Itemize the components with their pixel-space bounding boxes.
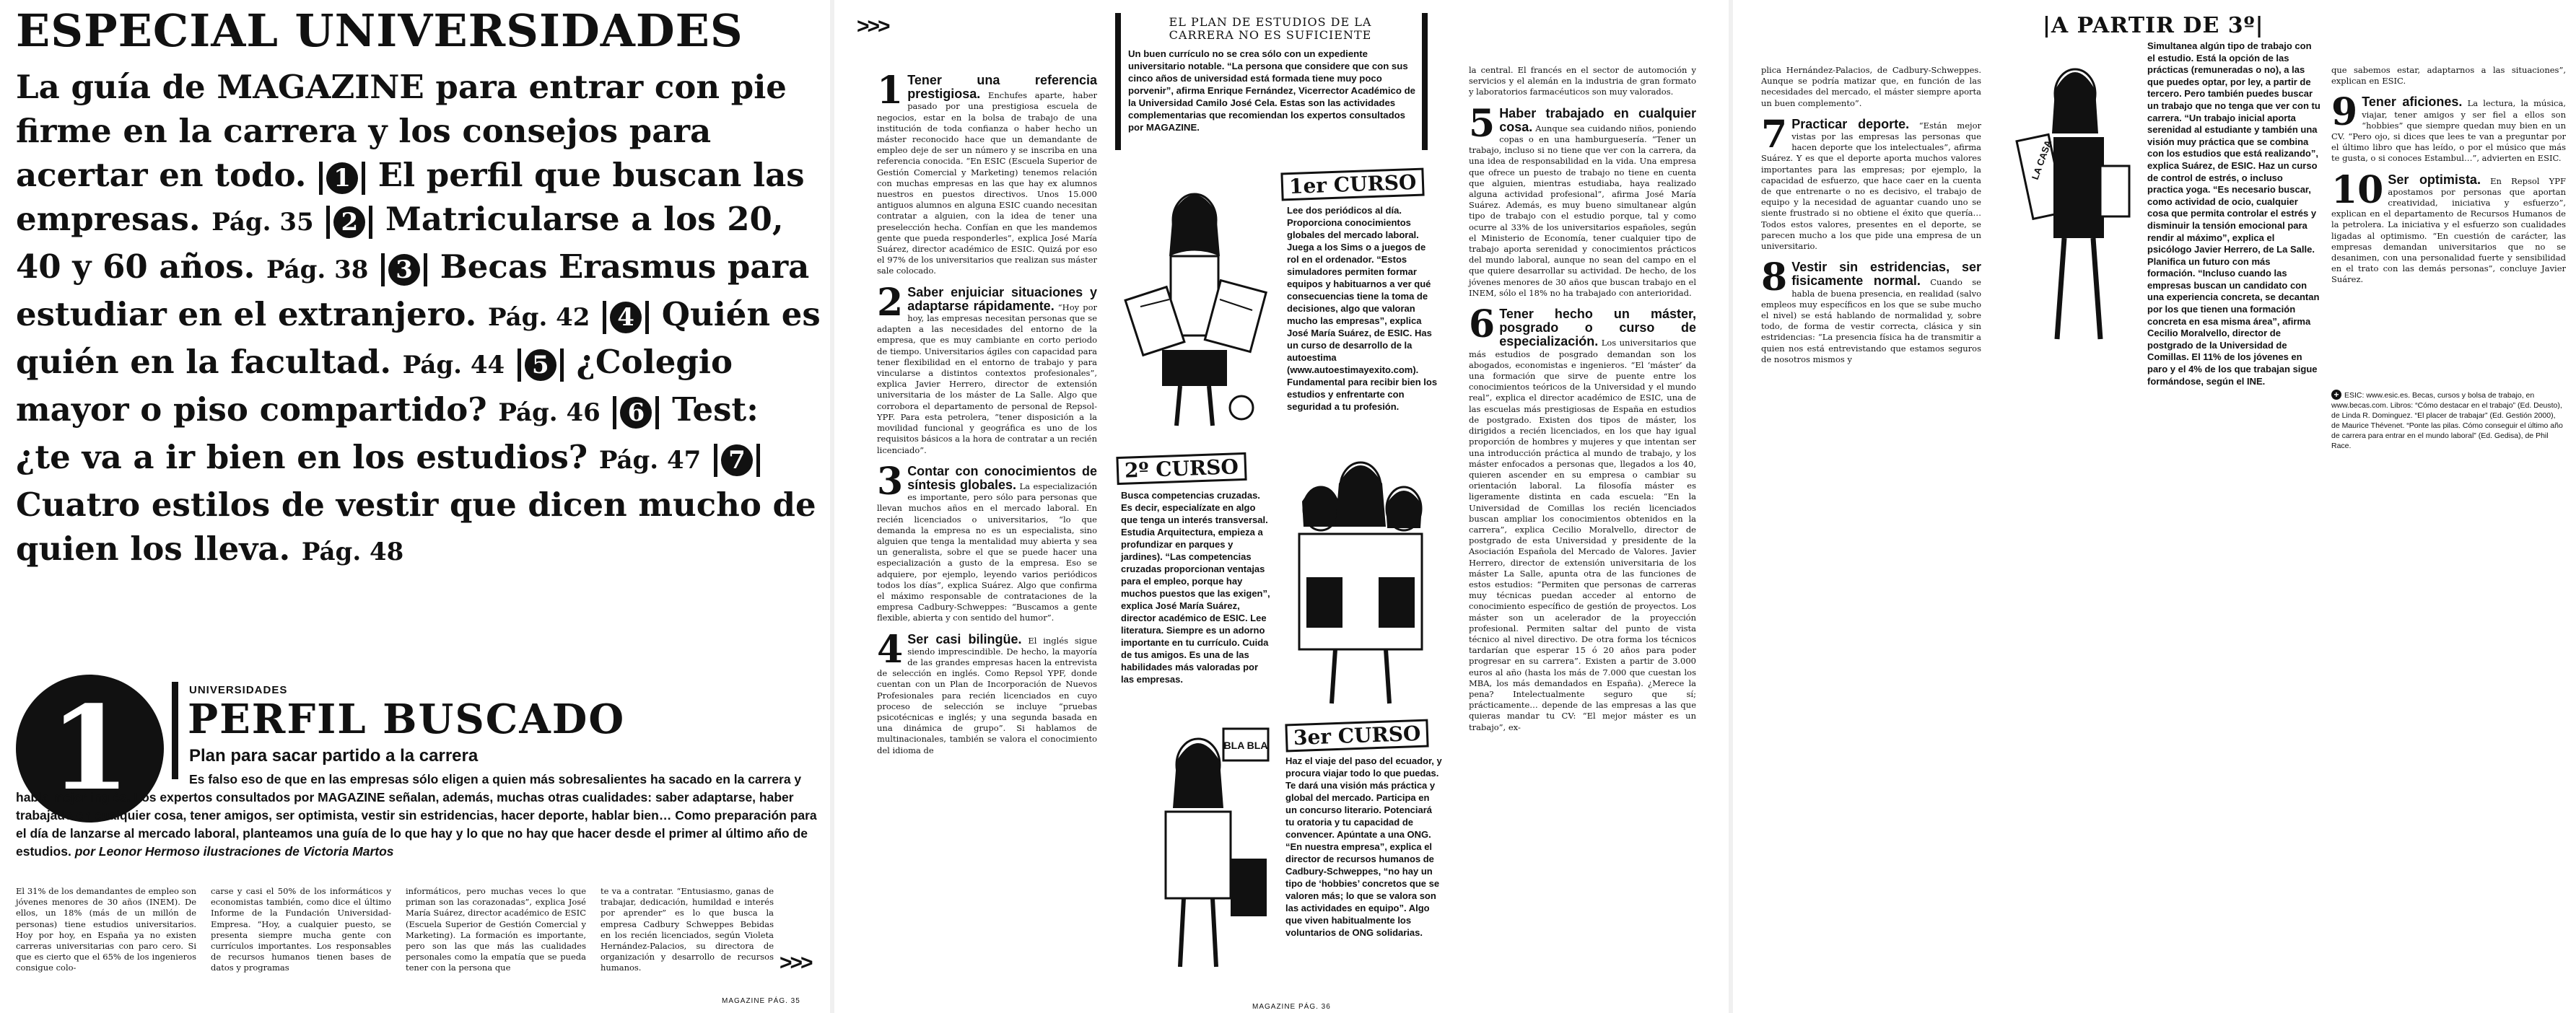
tip-heading: Tener hecho un máster, posgrado o curso de especialización. (1499, 307, 1696, 349)
tip-heading: Ser optimista. (2388, 172, 2481, 187)
tips-column-4 (2331, 65, 2566, 290)
intro-lead: La guía de MAGAZINE para entrar con pie firme en la carrera y los consejos para acertar en todo. (16, 68, 787, 194)
section-title: ESPECIAL UNIVERSIDADES (16, 4, 743, 57)
toc-title: Test: ¿te va a ir bien en los estudios? (16, 390, 759, 476)
page-right (1747, 0, 2576, 1013)
toc-page: Pág. 46 (498, 398, 601, 427)
svg-text:LA CASA: LA CASA (2029, 139, 2054, 182)
tip-text: Enchufes aparte, haber pasado por una prestigiosa escuela de negocios, estar en la bolsa de trabajo de una institución de toda confianza o haber hecho un máster reconocido hace que un demandante de empleo deje de ser un número y se inscriba en una referencia conocida. “En ESIC (Escuela Superior de Gestión Comercial y Marketing) tenemos relación con muchas empresas en las que hay ex alumnos nuestros en puestos directivos. Unos 15.000 antiguos alumnos en alguna ESIC cuando necesitan contratar a alguien, con la idea de tener una preselección hecha. Confían en que les mandemos gente que pueda responderles”, explica José María Suárez, director académico de ESIC. Quizá por eso el 97% de los universitarios que realizan sus máster sale colocado. (877, 90, 1097, 276)
bar-icon (319, 162, 323, 195)
tip-heading: Practicar deporte. (1791, 116, 1910, 131)
bar-icon (369, 206, 372, 239)
lead-paragraph (16, 771, 818, 861)
section-heading: |A PARTIR DE 3º| (2043, 13, 2264, 38)
tip-number: 9 (2331, 90, 2358, 135)
tip-heading: Contar con conocimientos de síntesis globales. (907, 463, 1097, 492)
tip-number: 5 (1469, 101, 1496, 146)
curso-text-1: Lee dos periódicos al día. Proporciona conocimientos globales del mercado laboral. Juega a los Sims o a juegos de rol en el ordenador. “Estos simuladores permiten formar equipos y habituarnos a ver qué consecuencias tiene la toma de decisiones, algo que valoran mucho las empresas”, explica José María Suárez, de ESIC. Has un curso de desarrollo de la autoestima (www.autoestimayexito.com). Fundamental para recibir bien los estudios y enfrentarte con seguridad a tu profesión. (1287, 205, 1438, 412)
tip-number: 4 (877, 627, 904, 672)
tip-heading: Tener aficiones. (2362, 95, 2463, 110)
bar-icon (655, 396, 659, 429)
toc-page: Pág. 42 (487, 303, 590, 332)
curso-label-1: 1er CURSO (1280, 168, 1425, 201)
subheadline: Plan para sacar partido a la carrera (189, 746, 479, 766)
toc-page: Pág. 47 (598, 446, 702, 475)
box-text: Un buen currículo no se crea sólo con un expediente universitario notable. “La persona que considere que con sus cinco años de universidad está formada tiene muy poco porvenir”, afirma Enrique Fernández, Vicerrector Académico de la Universidad Camilo José Cela. Estas son las actividades complementarias que recomiendan los expertos consultados por MAGAZINE. (1128, 48, 1415, 133)
continue-arrows: >>> (780, 951, 811, 975)
plus-circle-icon: + (2331, 390, 2341, 400)
tip-item (2331, 90, 2566, 164)
box-rule-right (1422, 13, 1428, 150)
bar-icon (424, 253, 427, 286)
toc-title: Quién es quién en la facultad. (16, 295, 821, 381)
lead-text: Es falso eso de que en las empresas sólo eligen a quien más sobresalientes ha sacado en la carrera y habla mejor inglés. Los expertos consultados por MAGAZINE señalan, además, muchas otras cualidades: saber adaptarse, haber trabajado en cualquier cosa, tener amigos, ser optimista, vestir sin estridencias, hacer deporte, hablar bien… Como preparación para el día de lanzarse al mercado laboral, planteamos una guía de lo que hay y lo que no hay que hacer desde el primer al último año de estudios. (16, 772, 817, 859)
tip-item (877, 627, 1097, 756)
toc-title: Matricularse a los 20, 40 y 60 años. (16, 200, 784, 286)
tip-number: 8 (1761, 255, 1788, 300)
tip-number: 3 (877, 459, 904, 504)
resources-note (2331, 390, 2566, 451)
toc-title: Cuatro estilos de vestir que dicen mucho de quien los lleva. (16, 486, 816, 568)
toc-number: 1 (326, 162, 358, 194)
folio: MAGAZINE PÁG. 35 (722, 997, 800, 1005)
box-title: EL PLAN DE ESTUDIOS DE LA CARRERA NO ES SUFICIENTE (1169, 15, 1372, 42)
tips-column-2 (1469, 65, 1696, 737)
toc-page: Pág. 35 (211, 208, 314, 237)
page-middle (848, 0, 1718, 1013)
apartir-text: Simultanea algún tipo de trabajo con el estudio. Está la opción de las prácticas (remuneradas o no), a las que puedes optar, por ley, a partir de tercero. Pero también puedes buscar un trabajo que no tenga que ver con tu carrera. “Un trabajo inicial aporta serenidad al estudiante y también una visión muy práctica que se combina con los estudios que está realizando”, explica Suárez, de ESIC. Haz un curso de control de estrés, o incluso practica yoga. “Es necesario buscar, como actividad de ocio, cualquier cosa que permita controlar el estrés y disminuir la tensión emocional para rendir al máximo”, explica el psicólogo Javier Herrero, de La Salle. Planifica un futuro con más formación. “Incluso cuando las empresas buscan un candidato con una experiencia concreta, se decantan por los que tienen una formación concreta en esa misma área”, afirma Cecilio Moralvello, director de postgrado de la Universidad de Comillas. El 11% de los jóvenes en paro y el 4% de los que trabajan sigue formándose, según el INE. (2147, 40, 2320, 387)
tip-text: la central. El francés en el sector de automoción y servicios y el alemán en la industria de gran formato y laboratorios farmacéuticos son muy valorados. (1469, 65, 1696, 97)
tip-text: Los universitarios que más estudios de posgrado demandan son los abogados, economistas e ingenieros. “El ‘máster’ da una formación que sirve de puente entre los conocimientos teóricos de la Universidad y el mundo real”, explica el director académico de ESIC, una de las escuelas más prestigiosas de España en estudios de postgrado. Existen dos tipos de máster, los dirigidos a recién licenciados, en los que hay igual proporción de hombres y mujeres y que intentan ser una introducción práctica al mundo de trabajo, y los máster enfocados a personas que, llegados a los 40, quieren ascender en su empresa o cambiar su orientación laboral. La filosofía máster es ligeramente distinta en cada escuela: “En la Universidad de Comillas los recién licenciados buscan ampliar los conocimientos obtenidos en la carrera”, explica Cecilio Moralvello, director de postgrado de esta Universidad y presidente de la Asociación Española del Mercado de Valores. Javier Herrero, director de extensión universitaria de los máster La Salle, apunta otra de las funciones de estos estudios: “Permiten que personas de carreras muy técnicas puedan acceder al entorno de conocimiento específico de gestión de proyectos. Los máster son un acelerador de la proyección profesional. Permiten saltar del punto de vista técnico al nivel directivo. De otra forma los técnicos tardarían que esperar 15 ó 20 años para poder progresar en su carrera”. Existen a partir de 3.000 euros al año (hasta los más de 7.000 que cuestan los MBA, los más demandados en España). ¿Merece la pena? Intelectualmente seguro que sí; prácticamente… depende de las empresas a las que quieras mandar tu CV: “El mejor máster es un trabajo”, ex- (1469, 338, 1696, 732)
toc-number: 5 (525, 349, 556, 381)
bar-icon (518, 348, 521, 382)
byline: por Leonor Hermoso ilustraciones de Victoria Martos (74, 844, 394, 859)
tip-item (1469, 65, 1696, 98)
box-rule-left (1115, 13, 1121, 150)
toc-page: Pág. 48 (301, 538, 404, 566)
tip-text: “Están mejor vistas por las empresas las personas que hacen deporte que los intelectuales”, afirma Suárez. Y es que el deporte aporta muchos valores importantes para las empresas; por ejemplo, la capacidad de esfuerzo, que hace caer en la cuenta de que entrenarte o no es decisivo, el trabajo de equipo y la necesidad de aguantar cuando uno se siente frustrado si no obtiene el éxito que quería… Todos estos valores, presentes en el deporte, se parecen mucho a los que pide una empresa de un universitario. (1761, 120, 1981, 252)
tip-item (2331, 167, 2566, 286)
tip-item (877, 459, 1098, 624)
curso-label-3: 3er CURSO (1285, 719, 1429, 753)
toc-page: Pág. 38 (266, 255, 369, 284)
tip-item (1469, 101, 1697, 299)
tip-number: 10 (2331, 167, 2384, 212)
intro-contents (16, 65, 821, 574)
bar-icon (714, 444, 717, 477)
kicker: UNIVERSIDADES (189, 684, 288, 696)
toc-number: 2 (333, 206, 365, 238)
tip-heading: Haber trabajado en cualquier cosa. (1499, 105, 1696, 134)
tip-number: 1 (877, 69, 904, 113)
curso-label-2: 2º CURSO (1116, 452, 1246, 485)
body-column-2: carse y casi el 50% de los informáticos y economistas también, como dice el último Informe de la Fundación Universidad-Empresa. “Hoy, a cualquier puesto, se presenta siempre mucha gente con currículos importantes. Los responsables de recursos humanos tienen bases de datos y programas (211, 886, 391, 973)
toc-number: 6 (620, 397, 652, 429)
body-column-3: informáticos, pero muchas veces lo que priman son las corazonadas”, explica José María Suárez, director académico de ESIC (Escuela Superior de Gestión Comercial y Marketing). La formación es importante, pero son las que más las cualidades personales como la empatía que se pueda tener con la persona que (406, 886, 586, 973)
toc-number: 4 (610, 302, 642, 333)
group-students-illustration (1278, 447, 1444, 714)
traveling-student-illustration (1122, 714, 1281, 981)
table-of-contents (16, 156, 821, 568)
tip-heading: Vestir sin estridencias, ser fisicamente normal. (1791, 260, 1981, 289)
spread-gutter (1729, 0, 1733, 1013)
toc-title: ¿Colegio mayor o piso compartido? (16, 343, 733, 429)
tip-item (2331, 65, 2566, 87)
divider (172, 682, 178, 779)
tip-text: La lectura, la música, viajar, tener amigos y ser fiel a ellos son “hobbies” que siempre quedan muy bien en un CV. “Pero ojo, si dices que lees te van a preguntar por el último libro que has leído, o por el músico que más te gusta, o si conoces Estambul…”, advierten en ESIC. (2331, 98, 2566, 164)
bar-icon (560, 348, 564, 382)
bar-icon (613, 396, 616, 429)
tip-number: 6 (1469, 302, 1496, 347)
bar-icon (326, 206, 330, 239)
tip-number: 2 (877, 280, 904, 325)
body-column-1: El 31% de los demandantes de empleo son jóvenes menores de 30 años (INEM). De ellos, un 18% (más de un millón de personas) tiene estudios universitarios. Hoy por hoy, en España ya no existen carreras universitarias con paro cero. Si que es cierto que el 65% de los ingenieros consigue colo- (16, 886, 196, 973)
headline: PERFIL BUSCADO (188, 696, 626, 743)
tip-item (1761, 112, 1981, 252)
tip-heading: Saber enjuiciar situaciones y adaptarse rápidamente. (907, 284, 1097, 313)
folio: MAGAZINE PÁG. 36 (1252, 1003, 1331, 1011)
student-books-illustration (1119, 170, 1270, 437)
tip-item (877, 280, 1098, 456)
bar-icon (381, 253, 385, 286)
toc-title: Becas Erasmus para estudiar en el extranjero. (16, 247, 810, 333)
toc-number: 7 (721, 444, 753, 476)
bar-icon (362, 162, 365, 195)
tip-text: plica Hernández-Palacios, de Cadbury-Schweppes. Aunque se podría matizar que, en función de las necesidades del mercado, el máster siempre aporta un buen complemento”. (1761, 65, 1981, 108)
tip-item (1761, 65, 1981, 109)
yoga-student-illustration (2010, 51, 2140, 361)
bar-icon (756, 444, 760, 477)
curso-text-3: Haz el viaje del paso del ecuador, y procura viajar todo lo que puedas. Te dará una visión más práctica y global del mercado. Participa en un concurso literario. Potenciará tu oratoria y tu capacidad de convencer. Apúntate a una ONG. “En nuestra empresa”, explica el director de recursos humanos de Cadbury-Schweppes, “no hay un tipo de ‘hobbies’ concretos que se valoren más; lo que se valora son las actividades en equipo”. Algo que viven habitualmente los voluntarios de ONG solidarias. (1285, 755, 1442, 938)
spread-gutter (830, 0, 834, 1013)
tip-text: Aunque sea cuidando niños, poniendo copas o en una hamburguesería. “Tener un trabajo, incluso si no tiene que ver con la carrera, da una idea de responsabilidad en la vida. Una empresa que ofrece un puesto de trabajo no tiene en cuenta que alguien, mientras estudiaba, haya realizado alguna actividad profesional”, afirma José María Suárez. Además, es muy bueno simultanear algún tipo de trabajo con el estudio porque, tal y como ocurre al 33% de los universitarios españoles, según el Ministerio de Economía, tener cualquier tipo de trabajo aporta serenidad y conocimientos prácticos del mundo laboral, aunque no sean del campo en el que quiere desarrollar su actividad. De hecho, de los jóvenes menores de 30 años que buscan trabajo en el INEM, sólo el 18% no ha trabajado con anterioridad. (1469, 123, 1697, 298)
continue-arrows: >>> (857, 14, 888, 38)
resources-text: ESIC: www.esic.es. Becas, cursos y bolsa de trabajo, en www.becas.com. Libros: “Cómo destacar en el trabajo” (Ed. Deusto), de Linda R. Dominguez. “El placer de trabajar” (Ed. Gestión 2000), de Maurice Thévenet. “Ponte las pilas. Cómo conseguir el último año de carrera para entrar en el mundo laboral” (Ed. Gedisa), de Phil Race. (2331, 391, 2563, 450)
tip-text: que sabemos estar, adaptarnos a las situaciones”, explican en ESIC. (2331, 65, 2566, 87)
tip-item (877, 69, 1097, 277)
tips-column (877, 65, 1097, 760)
body-column-4: te va a contratar. “Entusiasmo, ganas de trabajar, dedicación, humildad e interés por aprender” es lo que busca la empresa Cadbury Schweppes Bebidas en los recién licenciados, según Violeta Hernández-Palacios, su directora de organización y desarrollo de recursos humanos. (601, 886, 774, 973)
tip-text: El inglés sigue siendo imprescindible. De hecho, la mayoría de las grandes empresas hacen la entrevista de selección en inglés. Como Repsol YPF, donde cuentan con un Plan de Incorporación de Nuevos Profesionales para recién licenciados en cuyo proceso de selección se incluye “pruebas psicotécnicas e inglés; y una segunda basada en una dinámica de grupo”. Si hablamos de multinacionales, también se valora el conocimiento del idioma de (877, 635, 1097, 755)
bar-icon (645, 301, 649, 334)
tip-text: En Repsol YPF apostamos por personas que aportan creatividad, iniciativa y esfuerzo”, explican en el departamento de Recursos Humanos de la petrolera. La iniciativa y el esfuerzo son cualidades ligadas al optimismo. “En cuestión de carácter, las empresas demandan universitarios que no se desanimen, con una personalidad fuerte y sensibilidad en el trato con las demás personas”, concluye Javier Suárez. (2331, 175, 2566, 285)
toc-number: 3 (388, 254, 420, 286)
toc-title: El perfil que buscan las empresas. (16, 156, 805, 238)
tip-item (1469, 302, 1696, 733)
tip-text: La especialización es importante, pero sólo para personas que llevan muchos años en el mercado laboral. En recién licenciados o universitarios, “lo que demanda la empresa no es un especialista, sino alguien que tenga la mentalidad muy abierta y sea un generalista, sobre el que se puede hacer una especialización a gusto de la empresa. Eso se adquiere, por ejemplo, leyendo varios periódicos todos los días”, explica Suárez. Algo que confirma el máximo responsable de contrataciones de la empresa Cadbury-Schweppes: “Buscamos a gente flexible, abierta y con sentido del humor”. (877, 481, 1098, 623)
bar-icon (603, 301, 606, 334)
tip-heading: Ser casi bilingüe. (907, 631, 1022, 646)
tips-column-3 (1761, 65, 1981, 369)
tip-heading: Tener una referencia prestigiosa. (907, 73, 1097, 102)
tip-item (1761, 255, 1981, 365)
tip-text: Cuando se habla de buena presencia, en realidad (salvo empleos muy específicos en los que se sube mucho el nivel) se está hablando de normalidad y, sobre todo, de forma de vestir correcta, clásica y sin estridencias: “La presencia física ha de transmitir a quien nos está entrevistando que estamos seguros de nosotros mismos y (1761, 277, 1981, 364)
svg-text:BLA BLA: BLA BLA (1223, 740, 1268, 751)
tip-text: “Hoy por hoy, las empresas necesitan personas que se adapten a las necesidades del entorno de la empresa, que es muy cambiante en corto periodo de tiempo. Universitarios ágiles con capacidad para tener flexibilidad en el entorno de trabajo y para vincularse a distintos contextos profesionales”, explica Javier Herrero, director de extensión universitaria de los máster de La Salle. Algo que corrobora el departamento de personal de Repsol-YPF. Para esta petrolera, “tener disposición a la movilidad funcional y geográfica es uno de los requisitos básicos a la hora de contratar a un recién licenciado”. (877, 302, 1098, 455)
curso-text-2: Busca competencias cruzadas. Es decir, especialízate en algo que tenga un interés transversal. Estudia Arquitectura, empieza a profundizar en parques y jardines). “Las competencias cruzadas proporcionan ventajas para el empleo, porque hay muchos puestos que las exigen”, explica José María Suárez, director académico de ESIC. Lee literatura. Siempre es un adorno importante en tu currículo. Cuida de tus amigos. Es una de las habilidades más valoradas por las empresas. (1121, 490, 1270, 685)
chapter-number: 1 (16, 675, 164, 823)
tip-number: 7 (1761, 112, 1788, 157)
page-left (0, 0, 823, 1013)
toc-page: Pág. 44 (402, 351, 505, 380)
